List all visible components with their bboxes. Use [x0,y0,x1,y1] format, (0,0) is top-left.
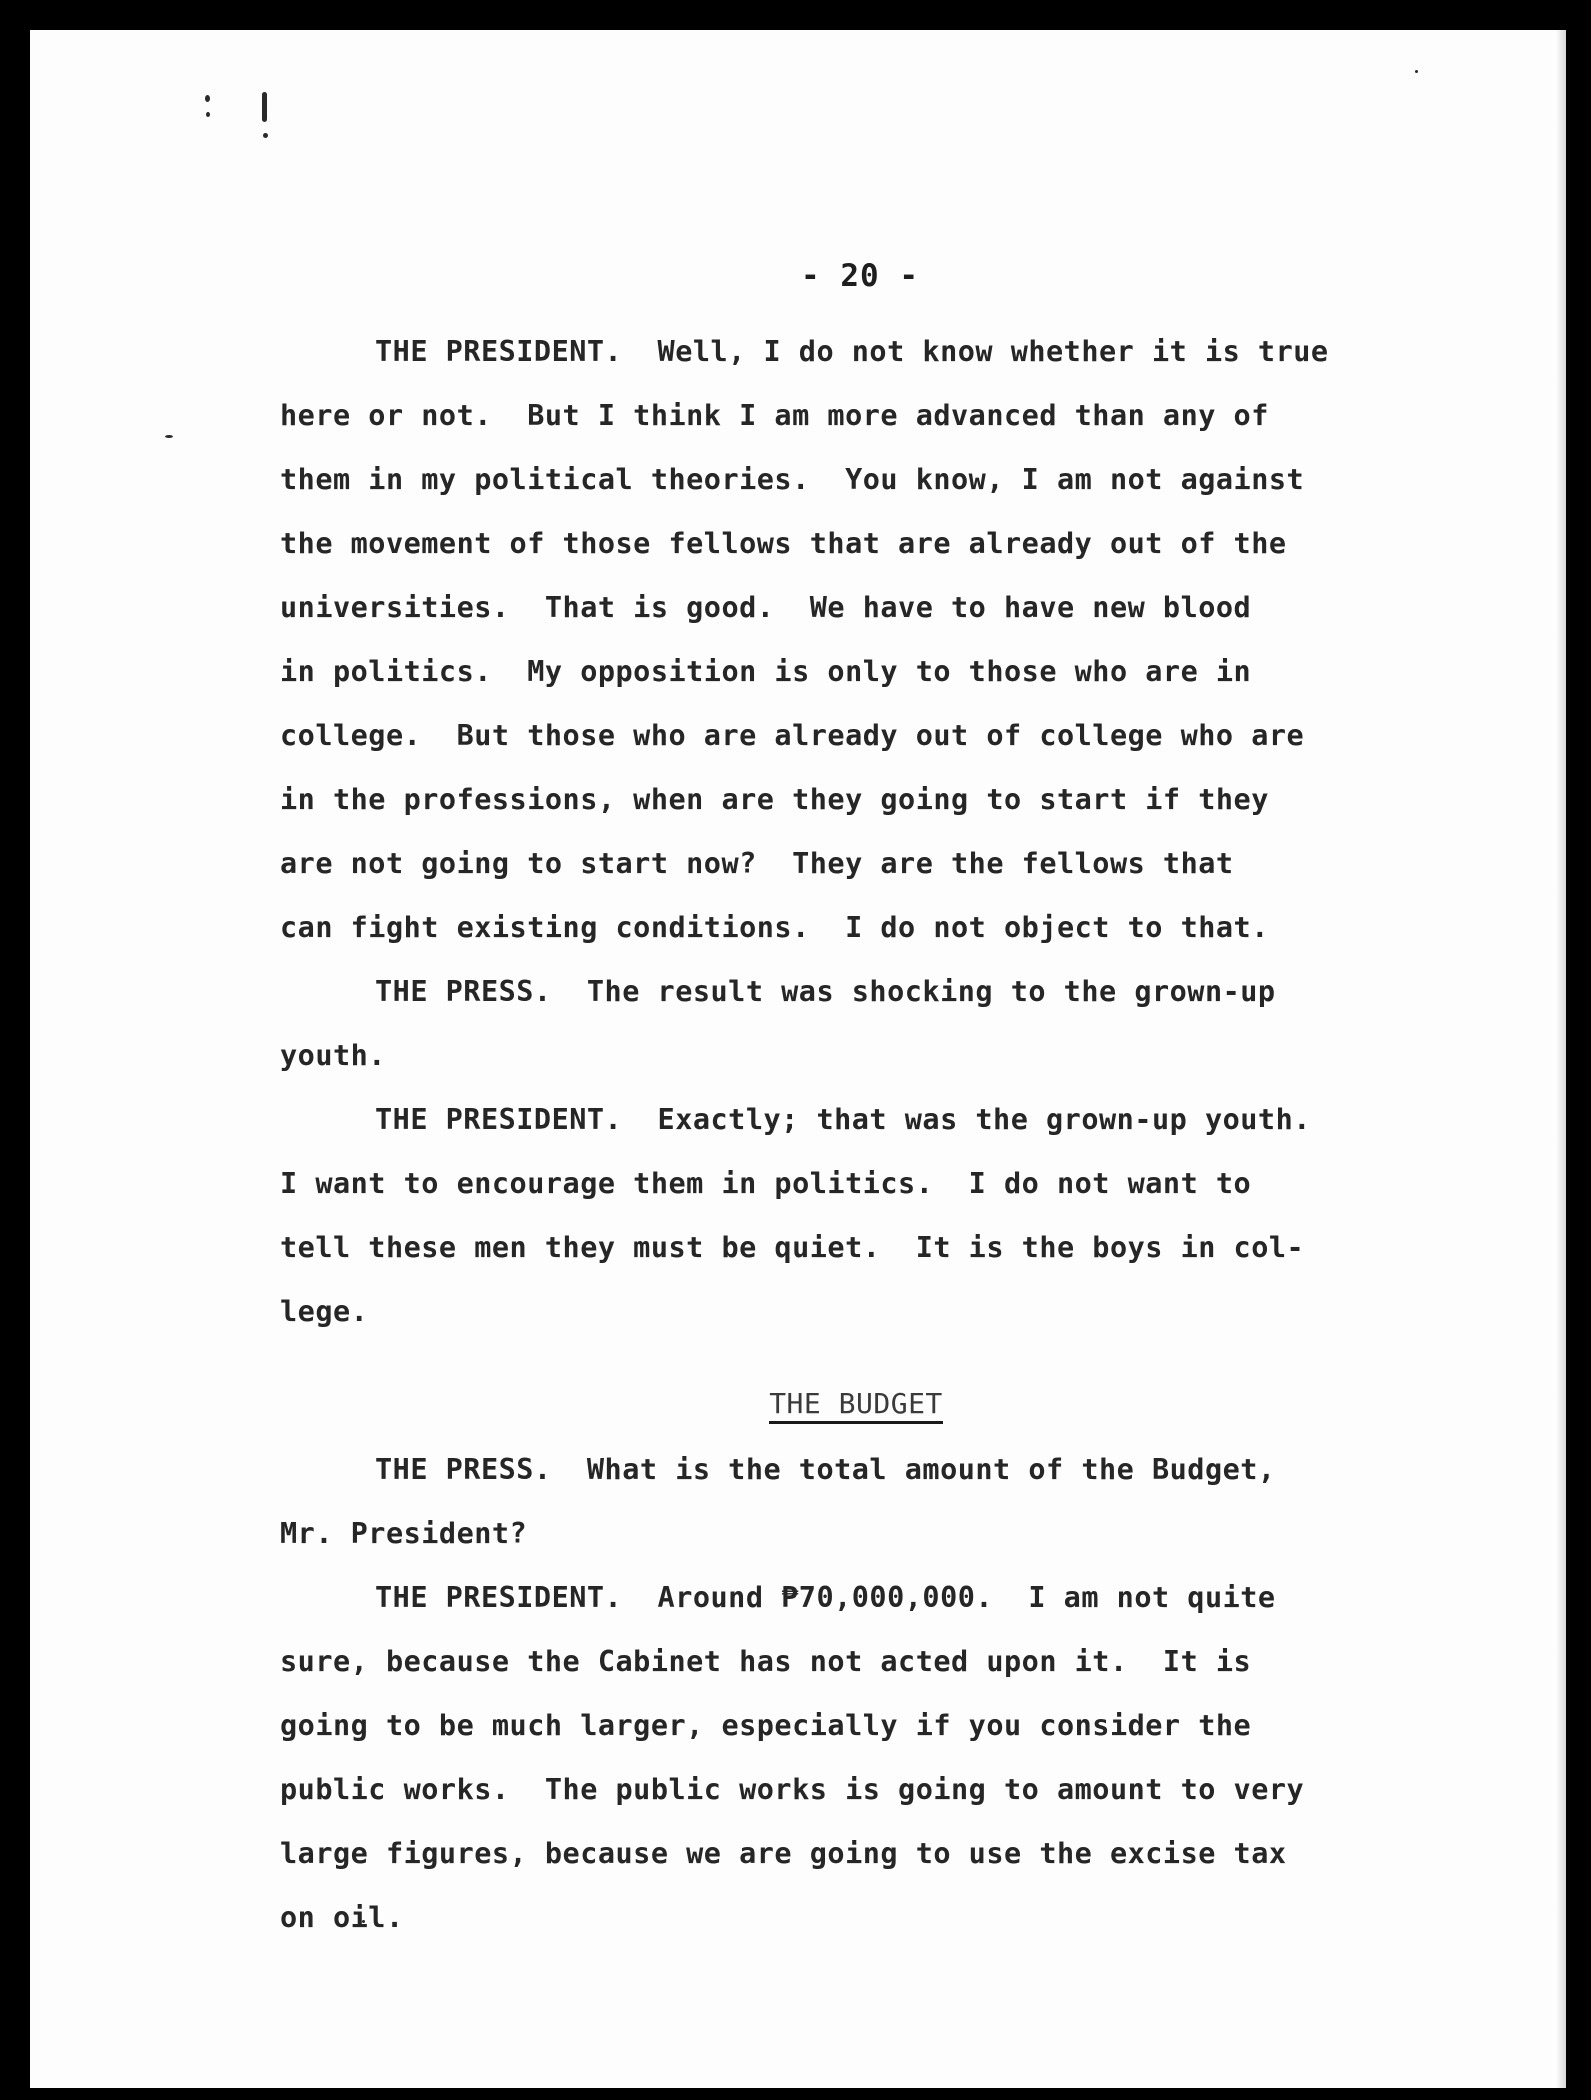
text-line: in the professions, when are they going to start if they [280,783,1269,816]
text-line: THE PRESS. The result was shocking to the grown-up [375,975,1276,1008]
text-line: college. But those who are already out of college who are [280,719,1305,752]
text-line: can fight existing conditions. I do not object to that. [280,911,1269,944]
paper-edge-shadow [1556,30,1566,2088]
text-line: large figures, because we are going to use the excise tax [280,1837,1287,1870]
text-line: here or not. But I think I am more advanced than any of [280,399,1269,432]
paper-sheet [30,30,1566,2088]
page-number: - 20 - [801,258,919,294]
ink-speck [165,435,173,438]
ink-speck [263,133,268,138]
ink-speck [205,95,210,102]
text-line: THE PRESIDENT. Around ₱70,000,000. I am not quite [375,1581,1276,1614]
section-heading-text: THE BUDGET [769,1387,943,1424]
ink-speck [206,112,210,117]
text-line: sure, because the Cabinet has not acted upon it. It is [280,1645,1252,1678]
text-line: youth. [280,1039,386,1072]
text-line: on oil. [280,1901,404,1934]
text-line: public works. The public works is going to amount to very [280,1773,1305,1806]
section-heading [30,1384,1591,1424]
text-line: going to be much larger, especially if you consider the [280,1709,1252,1742]
ink-speck [262,92,267,122]
text-line: I want to encourage them in politics. I do not want to [280,1167,1252,1200]
text-line: the movement of those fellows that are already out of the [280,527,1287,560]
text-line: Mr. President? [280,1517,528,1550]
text-line: universities. That is good. We have to have new blood [280,591,1252,624]
ink-speck [1415,70,1418,73]
text-line: in politics. My opposition is only to those who are in [280,655,1252,688]
text-line: THE PRESIDENT. Exactly; that was the grown-up youth. [375,1103,1311,1136]
text-line: are not going to start now? They are the fellows that [280,847,1234,880]
text-line: them in my political theories. You know, I am not against [280,463,1305,496]
text-line: lege. [280,1295,369,1328]
text-line: THE PRESS. What is the total amount of the Budget, [375,1453,1276,1486]
text-line: tell these men they must be quiet. It is the boys in col- [280,1231,1305,1264]
text-line: THE PRESIDENT. Well, I do not know whether it is true [375,335,1329,368]
